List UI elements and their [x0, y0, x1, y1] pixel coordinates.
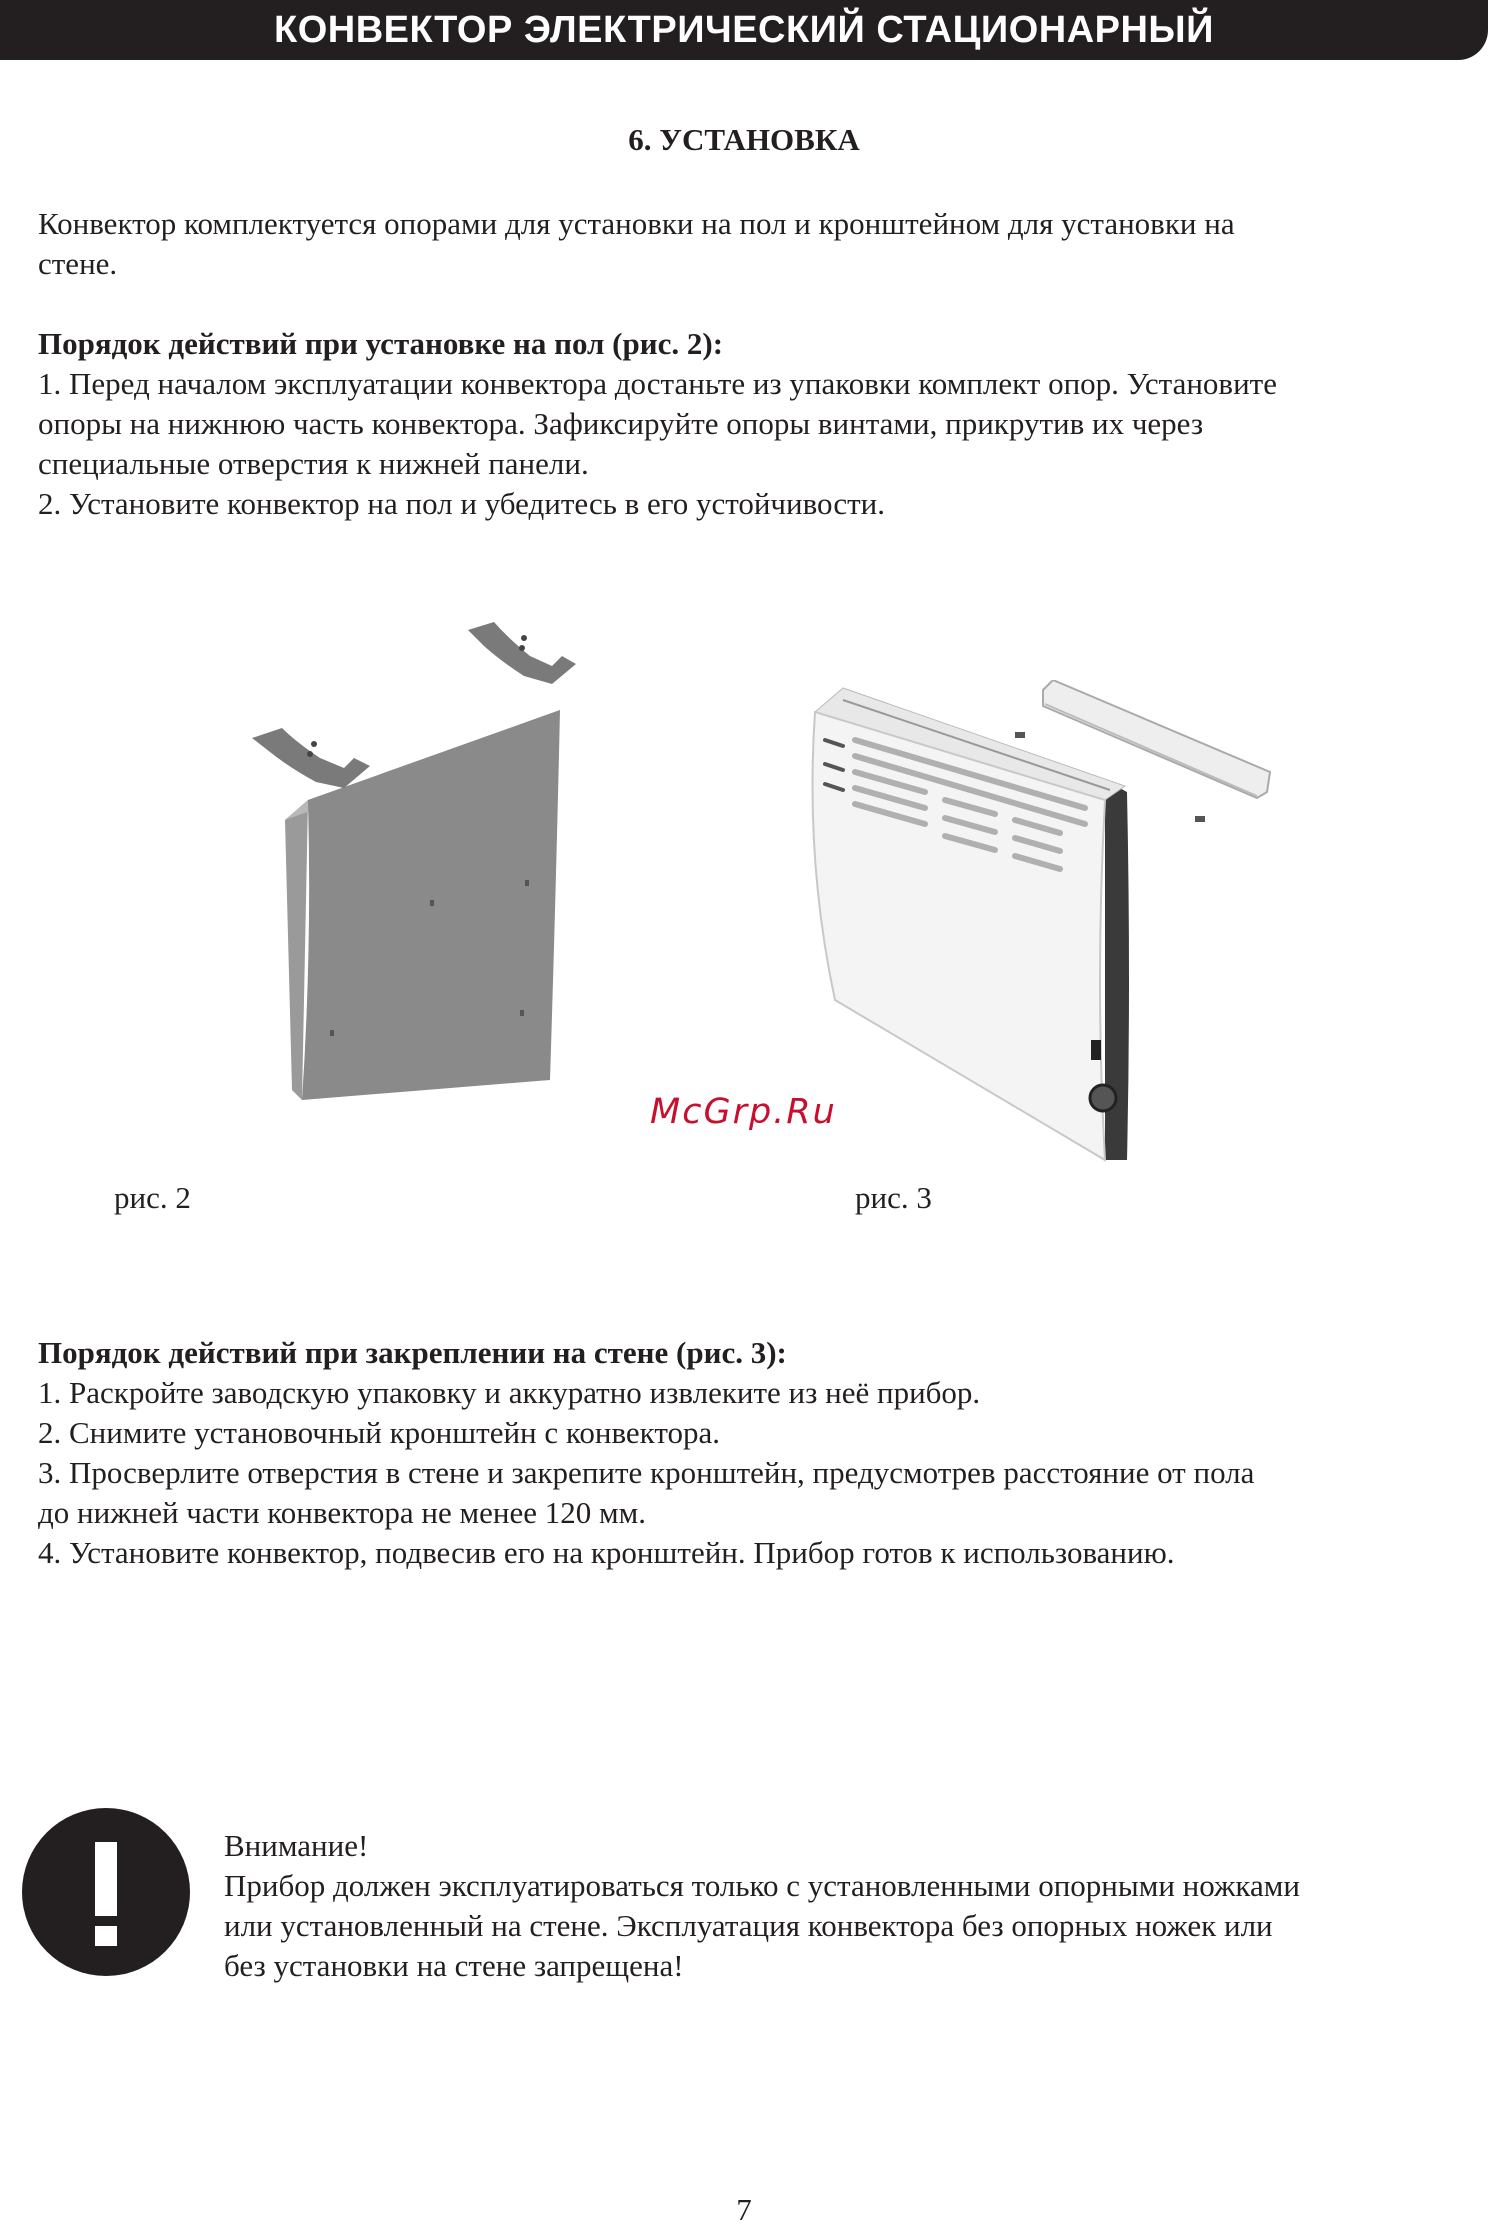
- wall-instructions: [38, 1333, 1478, 1573]
- wall-heading: Порядок действий при закреплении на стене (рис. 3):: [38, 1335, 787, 1370]
- floor-heading: Порядок действий при установке на пол (рис. 2):: [38, 326, 724, 361]
- figure-3-wall-bracket: [795, 680, 1285, 1180]
- floor-instructions: [38, 324, 1478, 524]
- figure-3-caption: рис. 3: [855, 1180, 932, 1215]
- wall-step: до нижней части конвектора не менее 120 мм.: [38, 1495, 646, 1530]
- warning-line: Прибор должен эксплуатироваться только с установленными опорными ножками: [224, 1868, 1300, 1903]
- watermark-text: McGrp.Ru: [650, 1092, 837, 1132]
- intro-line: Конвектор комплектуется опорами для установки на пол и кронштейном для установки на: [38, 206, 1235, 241]
- warning-text: [224, 1826, 1474, 1986]
- figure-2-caption: рис. 2: [114, 1180, 191, 1215]
- wall-step: 3. Просверлите отверстия в стене и закрепите кронштейн, предусмотрев расстояние от пола: [38, 1455, 1255, 1490]
- wall-step: 2. Снимите установочный кронштейн с конвектора.: [38, 1415, 720, 1450]
- exclamation-icon: [22, 1808, 190, 1976]
- warning-title: Внимание!: [224, 1828, 369, 1863]
- figure-2-floor-supports: [240, 620, 600, 1100]
- section-title: 6. УСТАНОВКА: [628, 122, 860, 157]
- header-bar: [0, 0, 1488, 60]
- floor-step: специальные отверстия к нижней панели.: [38, 446, 589, 481]
- warning-line: или установленный на стене. Эксплуатация конвектора без опорных ножек или: [224, 1908, 1273, 1943]
- intro-paragraph: [38, 204, 1478, 284]
- page-number: 7: [736, 2192, 752, 2227]
- floor-step: опоры на нижнюю часть конвектора. Зафиксируйте опоры винтами, прикрутив их через: [38, 406, 1204, 441]
- intro-line: стене.: [38, 246, 118, 281]
- document-title: КОНВЕКТОР ЭЛЕКТРИЧЕСКИЙ СТАЦИОНАРНЫЙ: [274, 8, 1214, 51]
- wall-step: 4. Установите конвектор, подвесив его на кронштейн. Прибор готов к использованию.: [38, 1535, 1175, 1570]
- warning-line: без установки на стене запрещена!: [224, 1948, 684, 1983]
- floor-step: 2. Установите конвектор на пол и убедитесь в его устойчивости.: [38, 486, 885, 521]
- wall-step: 1. Раскройте заводскую упаковку и аккуратно извлеките из неё прибор.: [38, 1375, 981, 1410]
- floor-step: 1. Перед началом эксплуатации конвектора достаньте из упаковки комплект опор. Установите: [38, 366, 1277, 401]
